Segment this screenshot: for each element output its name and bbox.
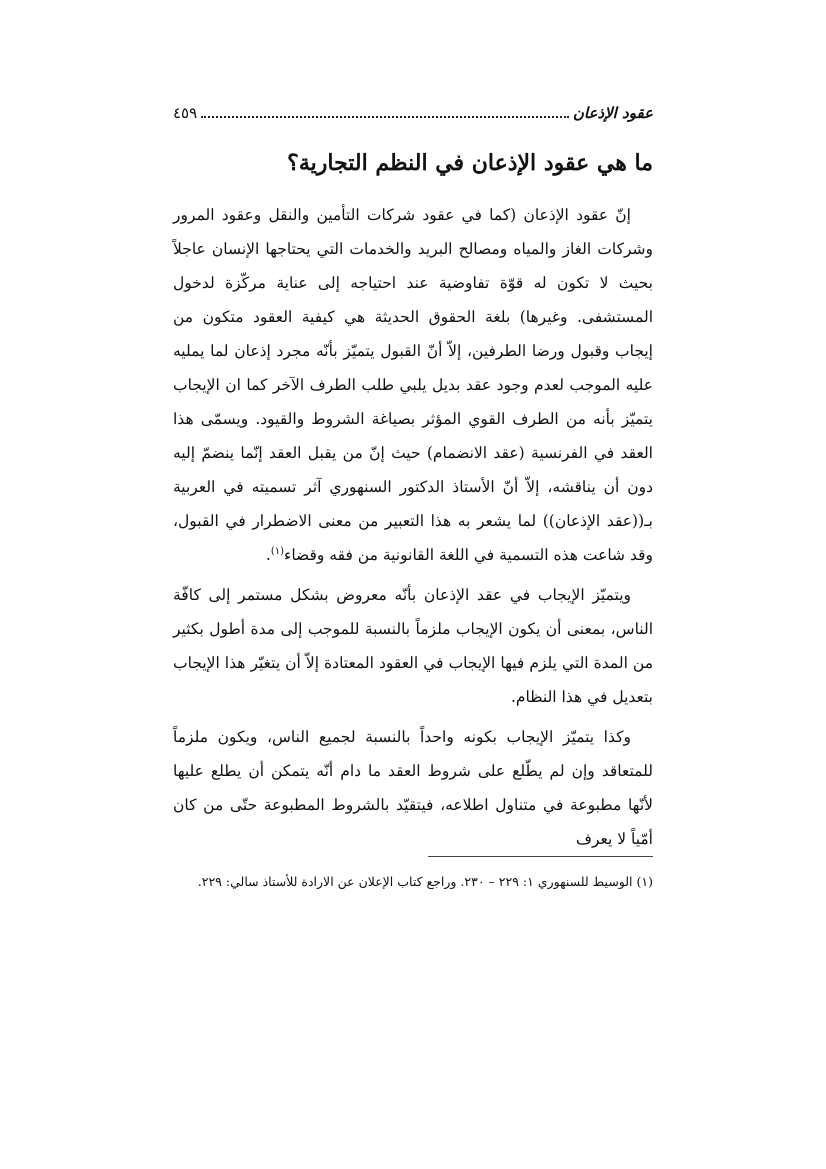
- header-leader-dots: [201, 115, 569, 118]
- footnote-divider: [428, 856, 653, 857]
- paragraph-1-tail: .: [265, 546, 271, 564]
- section-heading: ما هي عقود الإذعان في النظم التجارية؟: [287, 150, 653, 176]
- running-header: [173, 96, 653, 122]
- page-number: ٤٥٩: [173, 104, 198, 122]
- paragraph-1-text: إنّ عقود الإذعان (كما في عقود شركات التأمين والنقل وعقود المرور وشركات الغاز والمياه ومصالح البريد والخدمات التي يحتاجها الإنسان عاجلاً بحيث لا تكون له قوّة تفاوضية عند احتياجه إلى عناية مركّزة لدخول المستشفى. وغيرها) بلغة الحقوق الحديثة هي كيفية العقود متكون من إيجاب وقبول ورضا الطرفين، إلاّ أنّ القبول يتميّز بأنّه مجرد إذعان لما يمليه عليه الموجب لعدم وجود عقد بديل يلبي طلب الطرف الآخر كما ان الإيجاب يتميّز بأنه من الطرف القوي المؤثر بصياغة الشروط والقيود. ويسمّى هذا العقد في الفرنسية (عقد الانضمام) حيث إنّ من يقبل العقد إنّما ينضمّ إليه دون أن يناقشه، إلاّ أنّ الأستاذ الدكتور السنهوري آثر تسميته في العربية بـ((عقد الإذعان)) لما يشعر به هذا التعبير من معنى الاضطرار في القبول، وقد شاعت هذه التسمية في اللغة القانونية من فقه وقضاء: [173, 206, 653, 564]
- paragraph-1: [173, 198, 653, 572]
- footnote: (١) الوسيط للسنهوري ١: ٢٢٩ – ٢٣٠. وراجع كتاب الإعلان عن الارادة للأستاذ سالي: ٢٢٩.: [197, 874, 653, 889]
- paragraph-3: وكذا يتميّز الإيجاب بكونه واحداً بالنسبة لجميع الناس، ويكون ملزماً للمتعاقد وإن لم يطّلع على شروط العقد ما دام أنّه يتمكن أن يطلع عليها لأنّها مطبوعة في متناول اطلاعه، فيتقيّد بالشروط المطبوعة حتّى من كان أمّياً لا يعرف: [173, 728, 653, 848]
- running-title: عقود الإذعان: [572, 104, 653, 122]
- footnote-reference: (١): [270, 545, 285, 557]
- paragraph-2: ويتميّز الإيجاب في عقد الإذعان بأنّه معروض بشكل مستمر إلى كافّة الناس، بمعنى أن يكون الإيجاب ملزماً بالنسبة للموجب إلى مدة أطول بكثير من المدة التي يلزم فيها الإيجاب في العقود المعتادة إلاّ أن يتغيّر هذا الإيجاب بتعديل في هذا النظام.: [173, 586, 653, 706]
- body-text: [173, 198, 653, 862]
